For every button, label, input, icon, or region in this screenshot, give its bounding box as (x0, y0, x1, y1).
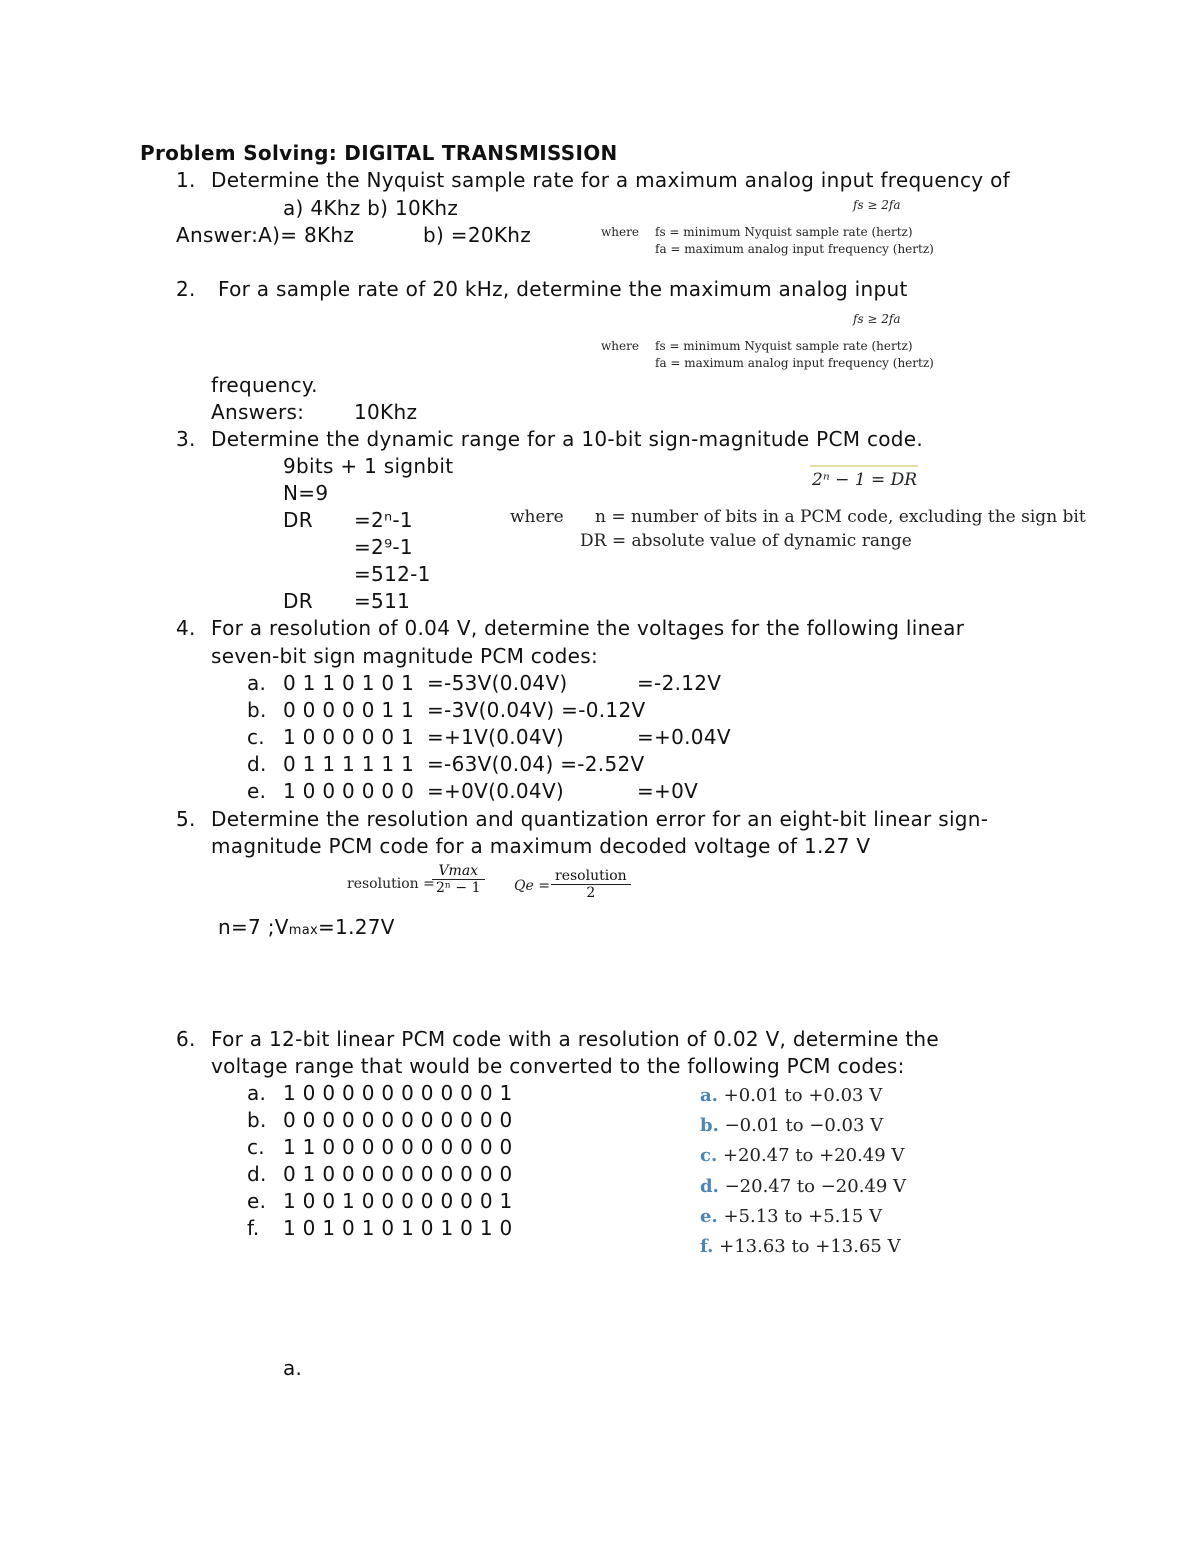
resolution-label: resolution = (347, 876, 435, 892)
q6-item-code: 1 0 1 0 1 0 1 0 1 0 1 0 (283, 1216, 513, 1240)
q6-answer-label: c. (700, 1145, 718, 1166)
q4-item-label: a. (247, 671, 267, 695)
q6-answer (700, 1176, 906, 1197)
q6-answer-value: +20.47 to +20.49 V (722, 1145, 905, 1166)
q5-given-b: =1.27V (317, 915, 395, 939)
q4-item-calc: =-53V(0.04V) (427, 671, 568, 695)
q6-item-code: 0 0 0 0 0 0 0 0 0 0 0 0 (283, 1108, 513, 1132)
trailing-list-label: a. (283, 1356, 303, 1380)
nyquist-formula: fs ≥ 2fa (853, 198, 901, 212)
q6-answer (700, 1236, 901, 1257)
q1-options: a) 4Khz b) 10Khz (283, 196, 459, 220)
q6-item-label: a. (247, 1081, 267, 1105)
q5-text-cont: magnitude PCM code for a maximum decoded voltage of 1.27 V (211, 834, 871, 858)
q4-item-result: =+0.04V (637, 725, 731, 749)
qe-numerator: resolution (551, 868, 631, 885)
q6-item-label: c. (247, 1135, 265, 1159)
resolution-fraction (432, 863, 485, 896)
q4-item-code: 1 0 0 0 0 0 0 (283, 779, 415, 803)
dr-formula-highlight (810, 465, 918, 467)
nyquist-where-2: where (601, 339, 639, 353)
q6-answer (700, 1085, 882, 1106)
q6-item-code: 1 0 0 0 0 0 0 0 0 0 0 1 (283, 1081, 513, 1105)
q4-item-code: 0 1 1 0 1 0 1 (283, 671, 415, 695)
q6-text: For a 12-bit linear PCM code with a resolution of 0.02 V, determine the (211, 1027, 939, 1051)
q1-number: 1. (176, 168, 196, 192)
q4-item-code: 0 0 0 0 0 1 1 (283, 698, 415, 722)
nyquist-def1: fs = minimum Nyquist sample rate (hertz) (655, 225, 913, 239)
q2-text-cont: frequency. (211, 373, 318, 397)
nyquist-formula-2: fs ≥ 2fa (853, 312, 901, 326)
q3-line-n: N=9 (283, 481, 329, 505)
q3-line-bits: 9bits + 1 signbit (283, 454, 454, 478)
q3-step-4: =511 (354, 589, 411, 613)
nyquist-def1-2: fs = minimum Nyquist sample rate (hertz) (655, 339, 913, 353)
q3-text: Determine the dynamic range for a 10-bit sign-magnitude PCM code. (211, 427, 924, 451)
qe-fraction (551, 868, 631, 901)
q3-dr-label-2: DR (283, 589, 313, 613)
q6-answer-value: +13.63 to +13.65 V (719, 1236, 901, 1257)
q6-answer-label: b. (700, 1115, 719, 1136)
q4-item-result: =-2.12V (637, 671, 722, 695)
q6-answer-label: f. (700, 1236, 714, 1257)
q6-answer-value: +0.01 to +0.03 V (723, 1085, 883, 1106)
q6-item-code: 1 0 0 1 0 0 0 0 0 0 0 1 (283, 1189, 513, 1213)
q6-number: 6. (176, 1027, 196, 1051)
q4-item-calc: =+0V(0.04V) (427, 779, 565, 803)
q2-number: 2. (176, 277, 196, 301)
q6-answer (700, 1206, 882, 1227)
q4-item-label: e. (247, 779, 267, 803)
q4-item-label: b. (247, 698, 267, 722)
q6-item-label: d. (247, 1162, 267, 1186)
q1-answer-b: b) =20Khz (423, 223, 532, 247)
q5-given-a: n=7 ;V (218, 915, 289, 939)
q4-item-calc: =+1V(0.04V) (427, 725, 565, 749)
q5-given-sub: max (288, 923, 318, 938)
q6-answer-value: −20.47 to −20.49 V (724, 1176, 907, 1197)
qe-label: Qe = (514, 878, 550, 894)
q2-text: For a sample rate of 20 kHz, determine the maximum analog input (218, 277, 908, 301)
q4-item-code: 1 0 0 0 0 0 1 (283, 725, 415, 749)
q6-item-label: f. (247, 1216, 260, 1240)
nyquist-where: where (601, 225, 639, 239)
dr-def1: n = number of bits in a PCM code, excluding the sign bit (595, 507, 1086, 527)
q4-item-calc: =-63V(0.04) =-2.52V (427, 752, 645, 776)
dr-formula: 2ⁿ − 1 = DR (812, 470, 918, 490)
q3-step-3: =512-1 (354, 562, 431, 586)
nyquist-def2: fa = maximum analog input frequency (hertz) (655, 242, 934, 256)
resolution-numerator: Vmax (432, 863, 485, 880)
q6-item-code: 1 1 0 0 0 0 0 0 0 0 0 0 (283, 1135, 513, 1159)
q4-number: 4. (176, 616, 196, 640)
q6-answer (700, 1115, 883, 1136)
q3-step-1: =2ⁿ-1 (354, 508, 413, 532)
q3-number: 3. (176, 427, 196, 451)
q6-text-cont: voltage range that would be converted to the following PCM codes: (211, 1054, 905, 1078)
q1-text: Determine the Nyquist sample rate for a maximum analog input frequency of (211, 168, 1010, 192)
q6-answer-label: d. (700, 1176, 719, 1197)
q4-item-result: =+0V (637, 779, 699, 803)
q4-item-label: d. (247, 752, 267, 776)
q2-answer-value: 10Khz (354, 400, 418, 424)
q6-item-label: b. (247, 1108, 267, 1132)
resolution-denominator: 2ⁿ − 1 (436, 880, 481, 896)
q2-answer-label: Answers: (211, 400, 305, 424)
q6-answer-label: a. (700, 1085, 718, 1106)
nyquist-def2-2: fa = maximum analog input frequency (hertz) (655, 356, 934, 370)
q5-given (218, 914, 395, 944)
q5-text: Determine the resolution and quantization error for an eight-bit linear sign- (211, 807, 989, 831)
q1-answer-a: Answer:A)= 8Khz (176, 223, 355, 247)
q4-item-label: c. (247, 725, 265, 749)
q4-text: For a resolution of 0.04 V, determine the voltages for the following linear (211, 616, 965, 640)
q6-answer-value: +5.13 to +5.15 V (723, 1206, 883, 1227)
q4-text-cont: seven-bit sign magnitude PCM codes: (211, 644, 598, 668)
q6-answer-label: e. (700, 1206, 718, 1227)
q6-answer (700, 1145, 904, 1166)
q4-item-calc: =-3V(0.04V) =-0.12V (427, 698, 646, 722)
q6-item-code: 0 1 0 0 0 0 0 0 0 0 0 0 (283, 1162, 513, 1186)
dr-where: where (510, 507, 564, 527)
q6-item-label: e. (247, 1189, 267, 1213)
q6-answer-value: −0.01 to −0.03 V (724, 1115, 884, 1136)
dr-def2: DR = absolute value of dynamic range (580, 531, 912, 551)
page-title: Problem Solving: DIGITAL TRANSMISSION (140, 141, 618, 165)
q3-step-2: =2⁹-1 (354, 535, 413, 559)
q3-dr-label: DR (283, 508, 313, 532)
q5-number: 5. (176, 807, 196, 831)
qe-denominator: 2 (586, 885, 596, 901)
q4-item-code: 0 1 1 1 1 1 1 (283, 752, 415, 776)
